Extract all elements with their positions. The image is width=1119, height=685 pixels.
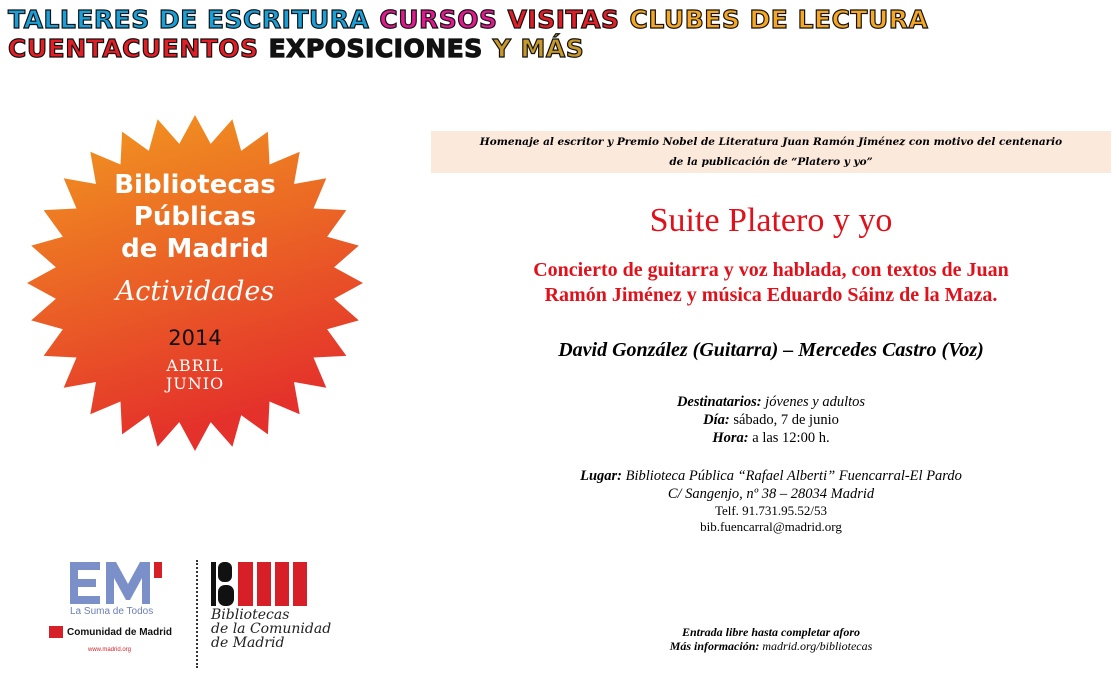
badge-title-line-3: de Madrid xyxy=(121,234,269,264)
info-row xyxy=(431,639,1111,653)
badge-activities: Actividades xyxy=(115,276,275,307)
hora-label: Hora: xyxy=(712,430,749,446)
library-activities-badge xyxy=(25,108,365,458)
dia-value: sábado, 7 de junio xyxy=(729,412,839,428)
banner-word: Y MÁS xyxy=(492,34,585,63)
badge-year: 2014 xyxy=(168,326,222,350)
badge-month-2: JUNIO xyxy=(165,374,225,393)
event-location xyxy=(431,467,1111,535)
event-details xyxy=(431,393,1111,447)
banner-word: CUENTACUENTOS xyxy=(8,34,259,63)
em-logo-icon xyxy=(70,562,162,604)
dia-label: Día: xyxy=(703,412,730,428)
badge-month-1: ABRIL xyxy=(166,356,224,375)
email-link[interactable]: bib.fuencarral@madrid.org xyxy=(700,519,842,534)
event-subtitle xyxy=(431,258,1111,308)
bm-text-line-1: Bibliotecas xyxy=(211,607,290,623)
phone: Telf. 91.731.95.52/53 xyxy=(714,503,828,518)
subtitle-line-2: Ramón Jiménez y música Eduardo Sáinz de la Maza. xyxy=(544,284,998,306)
bm-text-line-2: de la Comunidad xyxy=(211,621,332,637)
event-footer xyxy=(431,625,1111,653)
banner-word: VISITAS xyxy=(507,5,620,34)
subtitle-line-1: Concierto de guitarra y voz hablada, con textos de Juan xyxy=(533,259,1009,281)
comunidad-logo xyxy=(49,626,172,638)
info-label: Más información: xyxy=(669,639,760,653)
banner-word: CURSOS xyxy=(379,5,498,34)
lugar-value: Biblioteca Pública “Rafael Alberti” Fuencarral-El Pardo xyxy=(622,468,962,484)
banner-word: TALLERES DE ESCRITURA xyxy=(8,5,370,34)
event-performers: David González (Guitarra) – Mercedes Castro (Voz) xyxy=(558,339,984,361)
madrid-url: www.madrid.org xyxy=(88,647,132,653)
lugar-row xyxy=(431,467,1111,485)
banner-word: CLUBES DE LECTURA xyxy=(629,5,929,34)
event-title: Suite Platero y yo xyxy=(649,202,893,239)
badge-title-line-2: Públicas xyxy=(133,202,257,232)
sponsor-logos xyxy=(18,530,360,682)
homenaje-line-1: Homenaje al escritor y Premio Nobel de Literatura Juan Ramón Jiménez con motivo del centenario xyxy=(479,136,1063,148)
destinatarios-value: jóvenes y adultos xyxy=(761,394,866,410)
activities-banner xyxy=(8,5,1108,63)
banner-word: EXPOSICIONES xyxy=(268,34,483,63)
bm-text-line-3: de Madrid xyxy=(211,635,285,651)
comunidad-flag-icon xyxy=(49,626,63,638)
hora-row xyxy=(431,429,1111,447)
bm-logo-text xyxy=(211,608,351,650)
entrada-text: Entrada libre hasta completar aforo xyxy=(681,625,860,639)
badge-title-line-1: Bibliotecas xyxy=(114,170,276,200)
logo-divider xyxy=(196,560,198,668)
info-link[interactable]: madrid.org/bibliotecas xyxy=(759,639,873,653)
address: C/ Sangenjo, nº 38 – 28034 Madrid xyxy=(667,486,875,502)
destinatarios-label: Destinatarios: xyxy=(676,394,762,410)
banner-line-2 xyxy=(8,34,1108,63)
comunidad-text: Comunidad de Madrid xyxy=(67,626,172,638)
hora-value: a las 12:00 h. xyxy=(748,430,830,446)
homenaje-line-2: de la publicación de “Platero y yo” xyxy=(669,156,873,168)
banner-line-1 xyxy=(8,5,1108,34)
dia-row xyxy=(431,411,1111,429)
lugar-label: Lugar: xyxy=(580,468,622,484)
suma-text: La Suma de Todos xyxy=(70,606,154,617)
destinatarios-row xyxy=(431,393,1111,411)
bm-logo-icon xyxy=(211,562,307,606)
homenaje-box xyxy=(431,131,1111,173)
